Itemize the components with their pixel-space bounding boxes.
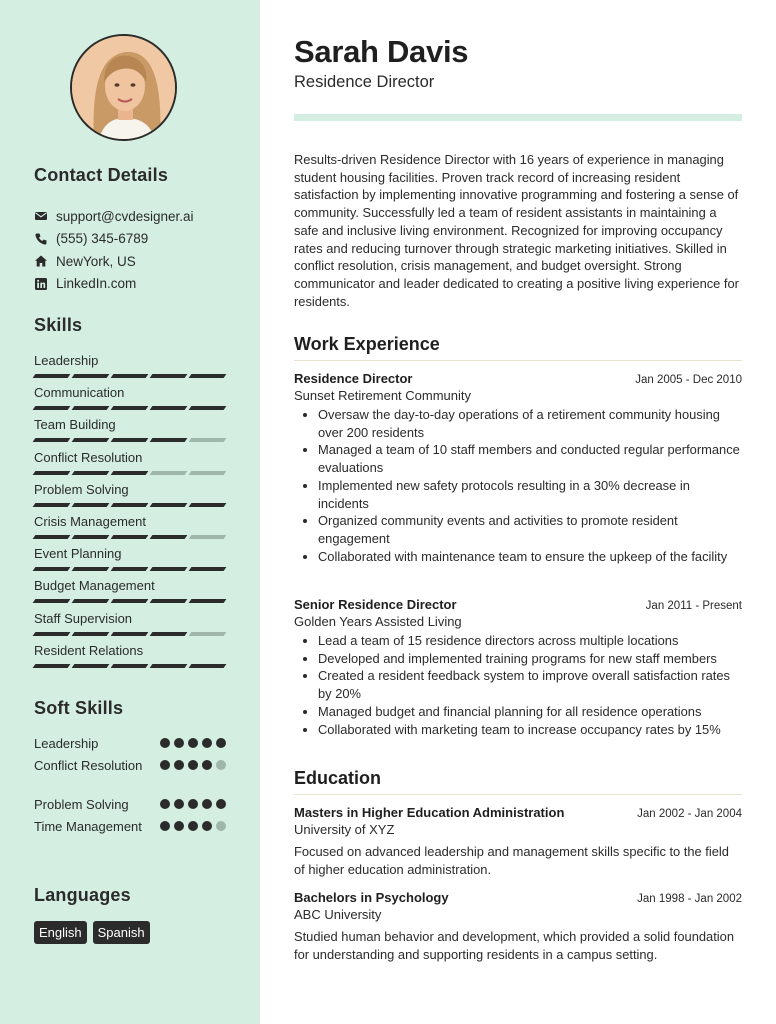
- job-bullet: • Created a resident feedback system to improve overall satisfaction rates by 20%: [318, 667, 742, 702]
- skill-level-bar: [34, 438, 226, 442]
- soft-skill-rating: [160, 799, 226, 809]
- rating-dot: [160, 821, 170, 831]
- rating-dot: [174, 738, 184, 748]
- profile-photo: [72, 36, 177, 141]
- skill-level-segment: [111, 632, 149, 636]
- soft-skill-rating: [160, 821, 226, 831]
- rating-dot: [160, 738, 170, 748]
- skill-level-bar: [34, 471, 226, 475]
- home-icon: [34, 254, 48, 268]
- skill-level-segment: [111, 471, 149, 475]
- skill-level-segment: [33, 471, 71, 475]
- skill-level-segment: [150, 599, 188, 603]
- soft-skill-label: Leadership: [34, 736, 99, 751]
- skill-level-segment: [111, 438, 149, 442]
- soft-skill-item: [34, 818, 226, 858]
- soft-skills-list: [34, 735, 226, 858]
- skill-level-segment: [111, 599, 149, 603]
- rating-dot: [160, 760, 170, 770]
- linkedin-icon: [34, 277, 48, 291]
- job-dates: Jan 2011 - Present: [645, 600, 742, 612]
- skill-level-segment: [33, 664, 71, 668]
- skill-item: [34, 384, 226, 416]
- skill-level-segment: [111, 664, 149, 668]
- skill-label: Crisis Management: [34, 513, 146, 529]
- candidate-title: Residence Director: [294, 73, 435, 91]
- soft-skill-label: Problem Solving: [34, 797, 129, 812]
- rating-dot: [174, 760, 184, 770]
- skill-label: Event Planning: [34, 546, 122, 562]
- rating-dot: [160, 799, 170, 809]
- linkedin-text: LinkedIn.com: [56, 276, 137, 292]
- soft-skill-item: [34, 757, 226, 796]
- sidebar: [0, 0, 260, 1024]
- skill-level-segment: [189, 599, 227, 603]
- soft-skill-label: Time Management: [34, 819, 142, 834]
- skill-level-segment: [72, 374, 110, 378]
- skill-level-segment: [150, 664, 188, 668]
- contact-location: [34, 250, 194, 273]
- rating-dot: [174, 821, 184, 831]
- job-title: Residence Director: [294, 371, 413, 386]
- skill-level-bar: [34, 503, 226, 507]
- rating-dot: [174, 799, 184, 809]
- skill-level-segment: [111, 535, 149, 539]
- skill-level-bar: [34, 374, 226, 378]
- education-description: Studied human behavior and development, which provided a solid foundation for understanding and supporting residents in a campus setting.: [294, 929, 735, 962]
- skill-level-segment: [72, 503, 110, 507]
- skill-level-segment: [111, 406, 149, 410]
- rating-dot: [216, 821, 226, 831]
- rating-dot: [188, 738, 198, 748]
- contact-phone[interactable]: [34, 228, 194, 251]
- skill-level-segment: [189, 535, 227, 539]
- skill-level-bar: [34, 599, 226, 603]
- skill-level-segment: [111, 503, 149, 507]
- rating-dot: [202, 760, 212, 770]
- skill-level-segment: [189, 664, 227, 668]
- rating-dot: [188, 821, 198, 831]
- skill-item: [34, 416, 226, 448]
- job-bullet: • Organized community events and activities to promote resident engagement: [318, 512, 742, 547]
- skill-level-segment: [150, 567, 188, 571]
- skill-level-segment: [150, 374, 188, 378]
- summary-text: Results-driven Residence Director with 16 years of experience in managing student housing facilities. Proven track record of increasing resident satisfaction by implementing innovative programming and fostering a sense of community. Successfully led a team of resident assistants in maintaining a safe and inclusive living environment. Recognized for improving occupancy rates and reducing turnover through strategic marketing initiatives. Skilled in conflict resolution, crisis management, and budget oversight. Strong communicator and leader dedicated to creating a positive living experience for residents.: [294, 152, 739, 309]
- skill-label: Team Building: [34, 417, 116, 433]
- skill-level-bar: [34, 664, 226, 668]
- skills-heading: Skills: [34, 315, 83, 335]
- skill-level-segment: [189, 471, 227, 475]
- job-dates: Jan 2005 - Dec 2010: [635, 374, 742, 386]
- rating-dot: [202, 738, 212, 748]
- skill-level-segment: [111, 374, 149, 378]
- job-entry: [294, 371, 742, 565]
- skill-level-segment: [150, 406, 188, 410]
- skill-level-segment: [33, 374, 71, 378]
- contact-email[interactable]: [34, 205, 194, 228]
- languages-list: [34, 921, 150, 944]
- job-bullets: [294, 406, 742, 565]
- skill-level-bar: [34, 535, 226, 539]
- contact-list: [34, 205, 194, 295]
- school-name: ABC University: [294, 907, 382, 922]
- envelope-icon: [34, 209, 48, 223]
- rating-dot: [216, 760, 226, 770]
- skill-item: [34, 610, 226, 642]
- education-entry: [294, 890, 742, 963]
- work-experience-heading: Work Experience: [294, 334, 742, 361]
- skill-level-segment: [111, 567, 149, 571]
- job-bullet: • Collaborated with marketing team to increase occupancy rates by 15%: [318, 721, 742, 739]
- skill-level-segment: [72, 406, 110, 410]
- language-badge: Spanish: [93, 921, 150, 944]
- accent-divider: [294, 114, 742, 121]
- education-heading: Education: [294, 768, 742, 795]
- skill-level-segment: [150, 438, 188, 442]
- skill-level-segment: [72, 632, 110, 636]
- skill-label: Leadership: [34, 353, 99, 368]
- soft-skill-rating: [160, 760, 226, 770]
- education-description: Focused on advanced leadership and management skills specific to the field of higher education administration.: [294, 844, 729, 877]
- rating-dot: [202, 799, 212, 809]
- skill-level-bar: [34, 406, 226, 410]
- language-badge: English: [34, 921, 87, 944]
- job-bullet: • Lead a team of 15 residence directors across multiple locations: [318, 632, 742, 650]
- location-text: NewYork, US: [56, 253, 136, 269]
- soft-skills-heading: Soft Skills: [34, 698, 124, 718]
- skill-level-segment: [72, 438, 110, 442]
- job-entry: [294, 597, 742, 738]
- job-bullet: • Managed a team of 10 staff members and conducted regular performance evaluations: [318, 441, 742, 476]
- skill-item: [34, 545, 226, 577]
- rating-dot: [202, 821, 212, 831]
- skill-item: [34, 513, 226, 545]
- skill-level-segment: [150, 471, 188, 475]
- skill-level-segment: [189, 406, 227, 410]
- candidate-name: Sarah Davis: [294, 34, 469, 69]
- skill-level-segment: [72, 535, 110, 539]
- skill-label: Communication: [34, 385, 125, 401]
- skill-level-segment: [189, 632, 227, 636]
- skill-label: Budget Management: [34, 578, 155, 594]
- skill-level-segment: [33, 406, 71, 410]
- job-bullet: • Collaborated with maintenance team to ensure the upkeep of the facility: [318, 548, 742, 566]
- rating-dot: [216, 799, 226, 809]
- job-bullets: [294, 632, 742, 738]
- job-bullet: • Implemented new safety protocols resulting in a 30% decrease in incidents: [318, 477, 742, 512]
- avatar: [70, 34, 177, 141]
- skill-level-segment: [150, 503, 188, 507]
- soft-skill-item: [34, 796, 226, 818]
- contact-linkedin[interactable]: [34, 273, 194, 296]
- skill-level-segment: [72, 599, 110, 603]
- skill-level-segment: [150, 535, 188, 539]
- skill-item: [34, 352, 226, 384]
- education-dates: Jan 2002 - Jan 2004: [637, 808, 742, 820]
- skill-label: Conflict Resolution: [34, 449, 143, 465]
- contact-heading: Contact Details: [34, 165, 169, 185]
- rating-dot: [188, 799, 198, 809]
- skill-level-bar: [34, 567, 226, 571]
- phone-text: (555) 345-6789: [56, 231, 149, 247]
- email-text: support@cvdesigner.ai: [56, 208, 194, 224]
- job-bullet: • Managed budget and financial planning for all residence operations: [318, 703, 742, 721]
- soft-skill-item: [34, 735, 226, 757]
- rating-dot: [216, 738, 226, 748]
- skill-label: Problem Solving: [34, 481, 129, 497]
- skill-label: Staff Supervision: [34, 610, 133, 626]
- skill-item: [34, 449, 226, 481]
- degree-title: Masters in Higher Education Administration: [294, 805, 565, 820]
- job-bullet: • Developed and implemented training programs for new staff members: [318, 650, 742, 668]
- skill-item: [34, 481, 226, 513]
- skill-level-segment: [72, 664, 110, 668]
- skill-level-segment: [33, 632, 71, 636]
- skill-level-segment: [189, 374, 227, 378]
- soft-skill-label: Conflict Resolution: [34, 758, 143, 773]
- skill-level-segment: [33, 567, 71, 571]
- skill-level-segment: [150, 632, 188, 636]
- education-entry: [294, 805, 742, 878]
- skill-level-segment: [189, 438, 227, 442]
- skill-level-segment: [33, 535, 71, 539]
- skill-level-segment: [33, 438, 71, 442]
- job-company: Sunset Retirement Community: [294, 388, 472, 403]
- skill-level-segment: [189, 567, 227, 571]
- skill-level-segment: [189, 503, 227, 507]
- languages-heading: Languages: [34, 885, 131, 905]
- skill-item: [34, 577, 226, 609]
- skill-item: [34, 642, 226, 674]
- skill-label: Resident Relations: [34, 642, 144, 658]
- skill-level-segment: [72, 567, 110, 571]
- job-company: Golden Years Assisted Living: [294, 614, 462, 629]
- education-dates: Jan 1998 - Jan 2002: [637, 893, 742, 905]
- skill-level-segment: [72, 471, 110, 475]
- phone-icon: [34, 232, 48, 246]
- skill-level-segment: [33, 599, 71, 603]
- skills-list: [34, 352, 226, 674]
- school-name: University of XYZ: [294, 822, 395, 837]
- skill-level-bar: [34, 632, 226, 636]
- degree-title: Bachelors in Psychology: [294, 890, 449, 905]
- skill-level-segment: [33, 503, 71, 507]
- job-title: Senior Residence Director: [294, 597, 457, 612]
- job-bullet: • Oversaw the day-to-day operations of a retirement community housing over 200 residents: [318, 406, 742, 441]
- soft-skill-rating: [160, 738, 226, 748]
- rating-dot: [188, 760, 198, 770]
